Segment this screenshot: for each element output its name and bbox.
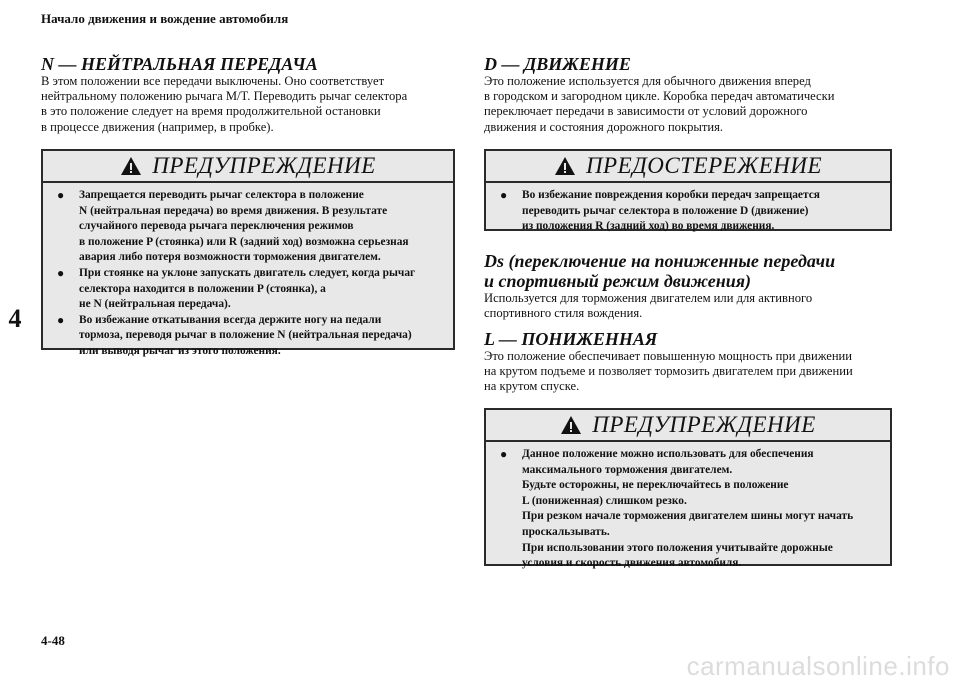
item-line: L (пониженная) слишком резко. bbox=[522, 494, 687, 507]
item-line: При резком начале торможения двигателем шины могут начать bbox=[522, 510, 854, 523]
item-line: из положения R (задний ход) во время движения. bbox=[522, 220, 775, 233]
text-line: В этом положении все передачи выключены. Оно соответствует bbox=[41, 74, 385, 88]
page-header: Начало движения и вождение автомобиля bbox=[41, 11, 289, 26]
caution-box-d bbox=[484, 149, 892, 231]
bullet-icon: ● bbox=[57, 188, 65, 202]
section-d-title: D — ДВИЖЕНИЕ bbox=[484, 54, 631, 74]
section-d-text bbox=[484, 74, 924, 135]
item-line: тормоза, переводя рычаг в положение N (нейтральная передача) bbox=[79, 329, 412, 342]
section-n bbox=[41, 54, 461, 135]
section-l-title: L — ПОНИЖЕННАЯ bbox=[484, 329, 658, 349]
item-line: проскальзывать. bbox=[522, 525, 610, 538]
text-line: в городском и загородном цикле. Коробка передач автоматически bbox=[484, 89, 835, 104]
item-line: переводить рычаг селектора в положение D (движение) bbox=[522, 204, 809, 217]
warning-box-title bbox=[486, 410, 890, 442]
warning-box-n bbox=[41, 149, 455, 357]
item-line: максимального торможения двигателем. bbox=[522, 463, 733, 476]
text-line: нейтральному положению рычага M/T. Переводить рычаг селектора bbox=[41, 89, 408, 104]
item-line: Во избежание откатывания всегда держите ногу на педали bbox=[79, 313, 382, 326]
item-line: не N (нейтральная передача). bbox=[79, 298, 231, 311]
watermark[interactable]: carmanualsonline.info bbox=[686, 651, 950, 681]
caution-item bbox=[500, 188, 882, 235]
item-line: При стоянке на уклоне запускать двигатель следует, когда рычаг bbox=[79, 266, 416, 279]
text-line: Это положение обеспечивает повышенную мощность при движении bbox=[484, 349, 853, 363]
warning-title-text: ПРЕДУПРЕЖДЕНИЕ bbox=[152, 153, 376, 178]
item-line: N (нейтральная передача) во время движения. В результате bbox=[79, 204, 388, 217]
caution-title-text: ПРЕДОСТЕРЕЖЕНИЕ bbox=[585, 153, 823, 178]
text-line: в процессе движения (например, в пробке). bbox=[41, 119, 274, 134]
item-line: или выводя рычаг из этого положения. bbox=[79, 344, 281, 357]
text-line: на крутом спуске. bbox=[484, 379, 580, 394]
bullet-icon: ● bbox=[57, 265, 65, 280]
section-ds-title bbox=[484, 251, 924, 291]
text-line: спортивного стиля вождения. bbox=[484, 306, 643, 321]
text-line: Используется для торможения двигателем или для активного bbox=[484, 291, 813, 305]
item-line: селектора находится в положении P (стоянка), а bbox=[79, 282, 326, 295]
bullet-icon: ● bbox=[500, 188, 508, 202]
warning-item bbox=[57, 313, 445, 360]
warning-triangle-icon bbox=[120, 156, 142, 176]
bullet-icon: ● bbox=[57, 312, 65, 327]
item-line: в положение P (стоянка) или R (задний ход) возможна серьезная bbox=[79, 235, 409, 248]
section-d bbox=[484, 54, 924, 135]
warning-item bbox=[57, 266, 445, 313]
chapter-tab: 4 bbox=[8, 304, 22, 333]
warning-item bbox=[500, 447, 882, 572]
warning-box-l bbox=[484, 408, 892, 570]
item-line: Данное положение можно использовать для обеспечения bbox=[522, 448, 814, 460]
bullet-icon: ● bbox=[500, 447, 508, 461]
item-line: При использовании этого положения учитывайте дорожные bbox=[522, 541, 833, 554]
text-line: на крутом подъеме и позволяет тормозить двигателем при движении bbox=[484, 364, 853, 379]
item-line: Будьте осторожны, не переключайтесь в положение bbox=[522, 479, 789, 492]
text-line: переключает передачи в зависимости от условий дорожного bbox=[484, 104, 808, 119]
section-n-title: N — НЕЙТРАЛЬНАЯ ПЕРЕДАЧА bbox=[41, 54, 318, 74]
item-line: случайного перевода рычага переключения режимов bbox=[79, 220, 354, 233]
title-line: и спортивный режим движения) bbox=[484, 271, 751, 291]
warning-triangle-icon bbox=[560, 415, 582, 435]
item-line: авария либо потеря возможности торможения двигателем. bbox=[79, 251, 381, 264]
section-l bbox=[484, 329, 924, 395]
caution-box-title bbox=[486, 151, 890, 183]
section-ds-text bbox=[484, 291, 924, 321]
section-n-text bbox=[41, 74, 461, 135]
text-line: движения и состояния дорожного покрытия. bbox=[484, 119, 724, 134]
page-number: 4-48 bbox=[41, 633, 65, 648]
section-ds bbox=[484, 251, 924, 321]
section-l-text bbox=[484, 349, 924, 395]
item-line: Запрещается переводить рычаг селектора в положение bbox=[79, 189, 364, 201]
text-line: Это положение используется для обычного движения вперед bbox=[484, 74, 811, 88]
warning-triangle-icon bbox=[554, 156, 576, 176]
item-line: условия и скорость движения автомобиля. bbox=[522, 557, 742, 570]
item-line: Во избежание повреждения коробки передач запрещается bbox=[522, 189, 820, 201]
warning-title-text: ПРЕДУПРЕЖДЕНИЕ bbox=[592, 412, 816, 437]
warning-box-title bbox=[43, 151, 453, 183]
text-line: в это положение следует на время продолжительной остановки bbox=[41, 104, 381, 119]
warning-item bbox=[57, 188, 445, 266]
title-line: Ds (переключение на пониженные передачи bbox=[484, 251, 836, 271]
